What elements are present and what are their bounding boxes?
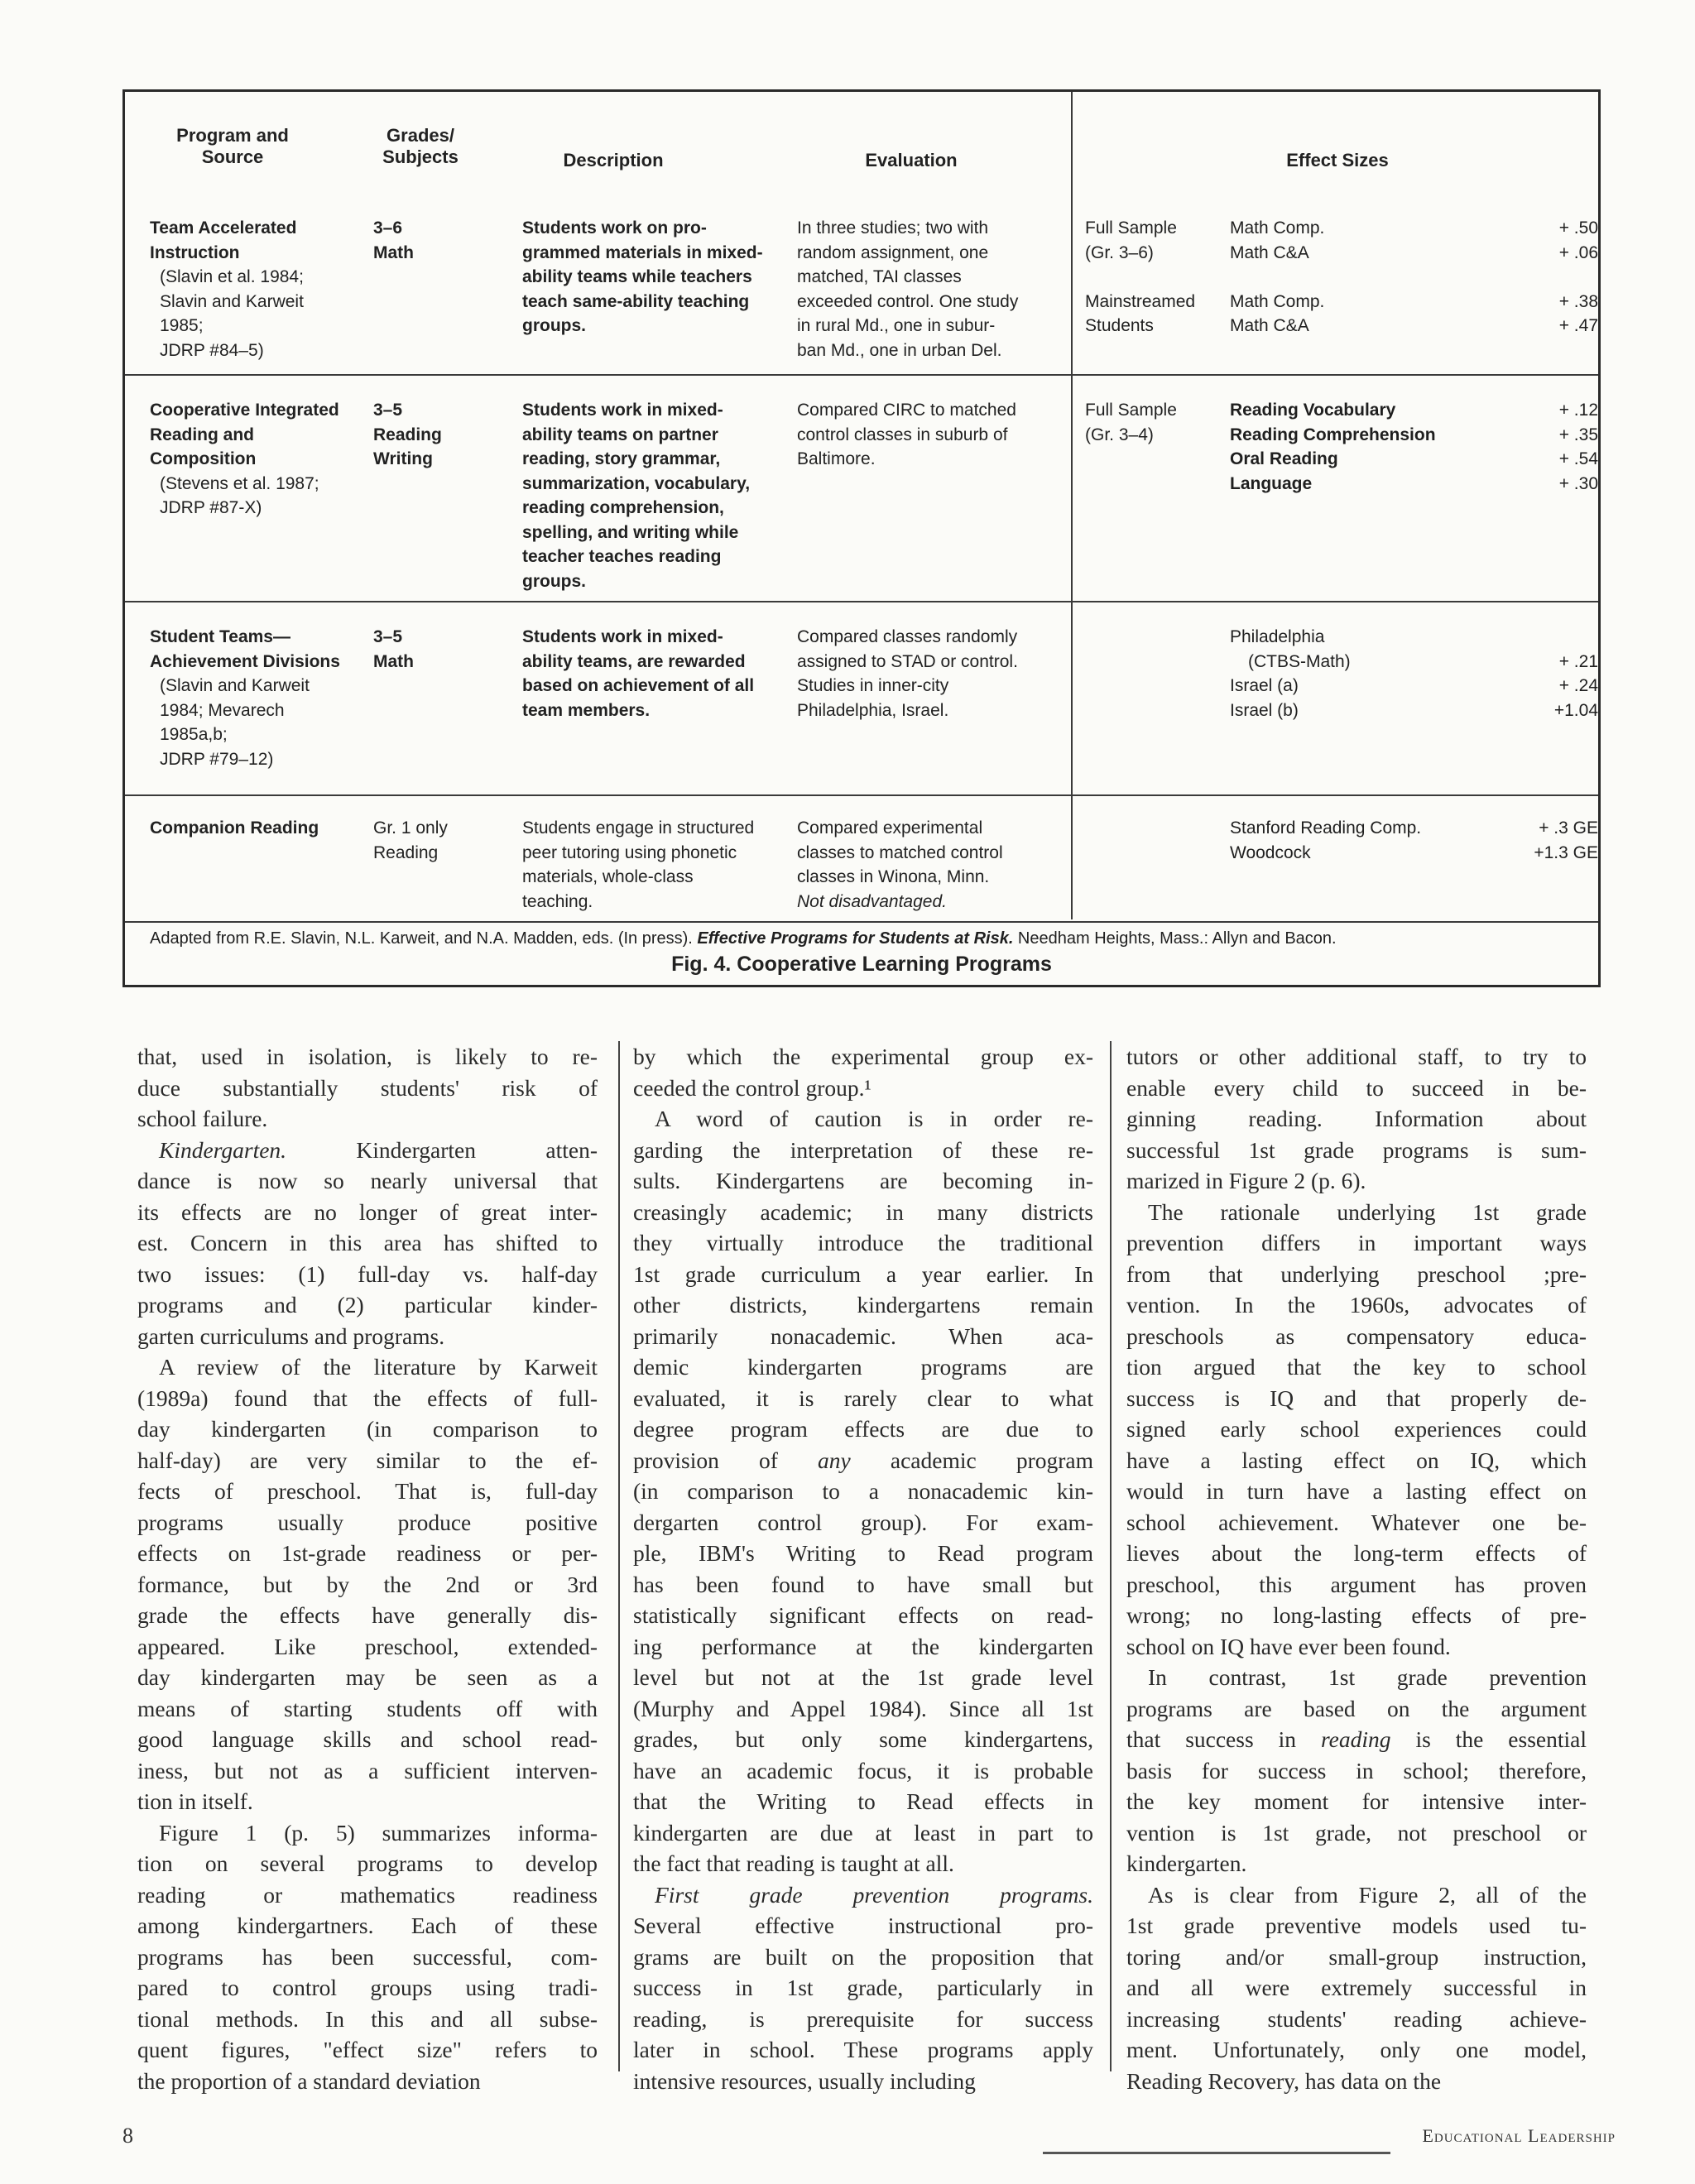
text-line: tion on several programs to develop — [137, 1850, 598, 1876]
column-rule — [618, 1041, 620, 2071]
figure-caption: Fig. 4. Cooperative Learning Programs — [671, 953, 1052, 976]
header-description: Description — [563, 150, 664, 170]
text-line: appeared. Like preschool, extended- — [137, 1633, 598, 1659]
cell-line: random assignment, one — [797, 242, 989, 262]
cell-line: groups. — [522, 571, 586, 591]
cell-line: assigned to STAD or control. — [797, 651, 1018, 671]
grades-cell — [373, 398, 506, 472]
text-line: reading, is prerequisite for success — [633, 2005, 1093, 2032]
text-line: Figure 1 (p. 5) summarizes informa- — [159, 1819, 598, 1846]
text-line: toring and/or small-group instruction, — [1126, 1943, 1587, 1970]
text-line: First grade prevention programs. — [655, 1881, 1093, 1908]
row-divider — [125, 601, 1598, 602]
cell-line: Compared experimental — [797, 818, 983, 838]
text-line: lieves about the long-term effects of — [1126, 1540, 1587, 1566]
cell-line: ability teams, are rewarded — [522, 651, 746, 671]
text-line: In contrast, 1st grade prevention — [1148, 1664, 1587, 1690]
text-line: primarily nonacademic. When aca- — [633, 1322, 1093, 1349]
text-line: pared to control groups using tradi- — [137, 1975, 598, 2000]
effect-measure: Stanford Reading Comp. — [1230, 818, 1422, 838]
text-column-2 — [633, 1041, 1093, 2096]
program-cell — [150, 625, 365, 771]
effect-measure: (CTBS-Math) — [1248, 651, 1351, 671]
effect-value: + .3 GE — [1539, 818, 1598, 838]
cell-line: Achievement Divisions — [150, 651, 340, 671]
cell-line: exceeded control. One study — [797, 291, 1019, 311]
text-line: kindergarten are due at least in part to — [633, 1819, 1093, 1846]
text-line: garding the interpretation of these re- — [633, 1136, 1093, 1163]
text-line: fects of preschool. That is, full-day — [137, 1478, 598, 1504]
text-line: ple, IBM's Writing to Read program — [633, 1540, 1093, 1566]
row-divider — [125, 374, 1598, 376]
text-line: school achievement. Whatever one be- — [1126, 1509, 1587, 1535]
cell-line: Students work in mixed- — [522, 401, 723, 420]
text-line: provision of any academic program — [633, 1447, 1093, 1473]
text-line: ceeded the control group.¹ — [633, 1074, 872, 1101]
description-cell — [522, 216, 787, 338]
text-line: the fact that reading is taught at all. — [633, 1850, 954, 1876]
grades-cell — [373, 816, 506, 865]
text-line: programs are based on the argument — [1126, 1695, 1587, 1721]
cell-line: reading, story grammar, — [522, 449, 721, 468]
text-line: the proportion of a standard deviation — [137, 2067, 481, 2094]
cell-line: materials, whole-class — [522, 867, 694, 886]
text-line: grade the effects have generally dis- — [137, 1602, 598, 1628]
text-column-1 — [137, 1041, 598, 2096]
text-line: dance is now so nearly universal that — [137, 1168, 598, 1193]
effect-sample: Full Sample — [1085, 401, 1177, 420]
cell-line: 1985a,b; — [160, 725, 228, 744]
text-line: day kindergarten (in comparison to — [137, 1416, 598, 1442]
effect-measure: Woodcock — [1230, 842, 1311, 862]
text-line: programs and (2) particular kinder- — [137, 1292, 598, 1318]
cell-line: Reading and — [150, 425, 255, 444]
cell-line: teaching. — [522, 891, 593, 911]
effect-measure: Math C&A — [1230, 242, 1309, 262]
text-line: tional methods. In this and all subse- — [137, 2005, 598, 2032]
column-rule — [1110, 1041, 1112, 2071]
cell-line: peer tutoring using phonetic — [522, 842, 737, 862]
cell-line: teach same-ability teaching — [522, 291, 750, 311]
effect-value: + .06 — [1558, 242, 1598, 262]
text-line: prevention differs in important ways — [1126, 1230, 1587, 1255]
grades-cell — [373, 625, 506, 674]
cell-line: Math — [373, 651, 414, 671]
text-line: programs usually produce positive — [137, 1509, 598, 1535]
text-line: later in school. These programs apply — [633, 2037, 1093, 2062]
text-line: grades, but only some kindergartens, — [633, 1726, 1093, 1752]
cell-line: Instruction — [150, 242, 240, 262]
credit-prefix: Adapted from R.E. Slavin, N.L. Karweit, and N.A. Madden, eds. (In press). — [150, 929, 698, 948]
evaluation-cell — [797, 625, 1062, 722]
effect-sample: Students — [1085, 316, 1154, 335]
effect-measure: Philadelphia — [1230, 627, 1325, 646]
cell-line: Gr. 1 only — [373, 818, 448, 838]
cell-line: Philadelphia, Israel. — [797, 700, 949, 720]
cell-line: ability teams on partner — [522, 425, 718, 444]
text-line: tion in itself. — [137, 1788, 253, 1814]
text-line: kindergarten. — [1126, 1850, 1247, 1876]
effect-value: +1.3 GE — [1534, 842, 1598, 862]
text-line: half-day) are very similar to the ef- — [137, 1447, 598, 1473]
text-line: A word of caution is in order re- — [655, 1106, 1093, 1131]
text-line: ment. Unfortunately, only one model, — [1126, 2037, 1587, 2062]
program-cell — [150, 816, 365, 841]
text-line: programs has been successful, com- — [137, 1943, 598, 1970]
effect-value: + .30 — [1558, 473, 1598, 493]
text-line: effects on 1st-grade readiness or per- — [137, 1540, 598, 1566]
text-line: preschool, this argument has proven — [1126, 1571, 1587, 1597]
header-grades: Grades/ Subjects — [382, 125, 459, 167]
effect-value: + .38 — [1558, 291, 1598, 311]
header-evaluation: Evaluation — [865, 150, 958, 170]
cell-line: grammed materials in mixed- — [522, 242, 763, 262]
cell-line: Slavin and Karweit — [160, 291, 304, 311]
effect-measure: Reading Vocabulary — [1230, 401, 1396, 420]
text-line: increasing students' reading achieve- — [1126, 2005, 1587, 2032]
text-line: As is clear from Figure 2, all of the — [1148, 1881, 1587, 1908]
cell-line: Students work on pro- — [522, 218, 707, 238]
header-program: Program and Source — [176, 125, 289, 167]
description-cell — [522, 625, 787, 722]
effect-measure: Math Comp. — [1230, 291, 1325, 311]
text-line: 1st grade preventive models used tu- — [1126, 1913, 1587, 1938]
header-effect-sizes: Effect Sizes — [1286, 150, 1389, 170]
text-line: duce substantially students' risk of — [137, 1074, 598, 1101]
effect-sample: Full Sample — [1085, 218, 1177, 238]
credit-suffix: Needham Heights, Mass.: Allyn and Bacon. — [1013, 929, 1337, 948]
text-line: degree program effects are due to — [633, 1416, 1093, 1442]
text-line: creasingly academic; in many districts — [633, 1198, 1093, 1225]
cell-line: Math — [373, 242, 414, 262]
evaluation-cell — [797, 816, 1062, 914]
effect-value: + .54 — [1558, 449, 1598, 468]
cell-line: In three studies; two with — [797, 218, 989, 238]
text-line: would in turn have a lasting effect on — [1126, 1478, 1587, 1504]
text-line: The rationale underlying 1st grade — [1148, 1198, 1587, 1225]
cell-line: Student Teams— — [150, 627, 291, 646]
text-line: school on IQ have ever been found. — [1126, 1633, 1451, 1659]
text-line: from that underlying preschool ;pre- — [1126, 1260, 1587, 1287]
cell-line: Students engage in structured — [522, 818, 755, 838]
text-line: successful 1st grade programs is sum- — [1126, 1136, 1587, 1163]
description-cell — [522, 816, 787, 914]
cell-line: 1984; Mevarech — [160, 700, 285, 720]
text-line: quent figures, "effect size" refers to — [137, 2037, 598, 2062]
text-line: A review of the literature by Karweit — [159, 1354, 598, 1380]
text-line: marized in Figure 2 (p. 6). — [1126, 1168, 1366, 1193]
text-line: formance, but by the 2nd or 3rd — [137, 1571, 598, 1597]
text-line: demic kindergarten programs are — [633, 1354, 1093, 1380]
cell-line: 3–6 — [373, 218, 403, 238]
cell-line: (Slavin and Karweit — [160, 676, 310, 695]
effect-sample: Mainstreamed — [1085, 291, 1196, 311]
text-line: its effects are no longer of great inter- — [137, 1198, 598, 1225]
effect-value: + .50 — [1558, 218, 1598, 238]
cell-line: Reading — [373, 425, 442, 444]
cell-line: JDRP #87-X) — [160, 498, 262, 517]
text-line: ing performance at the kindergarten — [633, 1633, 1093, 1659]
text-line: success is IQ and that properly de- — [1126, 1385, 1587, 1411]
evaluation-cell — [797, 398, 1062, 472]
effect-value: + .47 — [1558, 316, 1598, 335]
text-line: ginning reading. Information about — [1126, 1106, 1587, 1131]
text-line: statistically significant effects on read- — [633, 1602, 1093, 1628]
cell-line: groups. — [522, 316, 586, 335]
text-line: vention is 1st grade, not preschool or — [1126, 1819, 1587, 1846]
cell-line: JDRP #79–12) — [160, 749, 274, 769]
effect-value: + .21 — [1558, 651, 1598, 671]
journal-name: Educational Leadership — [1422, 2125, 1616, 2146]
text-line: (1989a) found that the effects of full- — [137, 1385, 598, 1411]
cell-line: Compared CIRC to matched — [797, 401, 1016, 420]
cell-line: Not disadvantaged. — [797, 891, 947, 911]
text-line: dergarten control group). For exam- — [633, 1509, 1093, 1535]
cell-line: based on achievement of all — [522, 676, 755, 695]
credit-title: Effective Programs for Students at Risk. — [697, 929, 1014, 948]
text-line: two issues: (1) full-day vs. half-day — [137, 1260, 598, 1287]
cell-line: Composition — [150, 449, 257, 468]
text-line: Several effective instructional pro- — [633, 1913, 1093, 1938]
cell-line: (Slavin et al. 1984; — [160, 267, 304, 286]
cell-line: ban Md., one in urban Del. — [797, 340, 1002, 360]
cell-line: summarization, vocabulary, — [522, 473, 751, 493]
evaluation-cell — [797, 216, 1062, 362]
text-line: day kindergarten may be seen as a — [137, 1664, 598, 1690]
text-line: among kindergartners. Each of these — [137, 1913, 598, 1938]
text-line: intensive resources, usually including — [633, 2067, 976, 2094]
text-line: (Murphy and Appel 1984). Since all 1st — [633, 1695, 1093, 1721]
text-line: that, used in isolation, is likely to re- — [137, 1044, 598, 1069]
text-line: est. Concern in this area has shifted to — [137, 1230, 598, 1255]
text-line: preschools as compensatory educa- — [1126, 1322, 1587, 1349]
grades-cell — [373, 216, 506, 265]
effect-value: + .12 — [1558, 401, 1598, 420]
text-line: enable every child to succeed in be- — [1126, 1074, 1587, 1101]
text-line: reading or mathematics readiness — [137, 1881, 598, 1908]
cell-line: classes to matched control — [797, 842, 1003, 862]
cell-line: 3–5 — [373, 627, 403, 646]
figure-table — [122, 89, 1601, 987]
text-line: vention. In the 1960s, advocates of — [1126, 1292, 1587, 1318]
text-line: tion argued that the key to school — [1126, 1354, 1587, 1380]
text-line: level but not at the 1st grade level — [633, 1664, 1093, 1690]
cell-line: Students work in mixed- — [522, 627, 723, 646]
text-line: the key moment for intensive inter- — [1126, 1788, 1587, 1814]
cell-line: 3–5 — [373, 401, 403, 420]
row-divider — [125, 794, 1598, 796]
effect-measure: Math Comp. — [1230, 218, 1325, 238]
bottom-rule — [1043, 2152, 1390, 2154]
effect-measure: Reading Comprehension — [1230, 425, 1436, 444]
cell-line: ability teams while teachers — [522, 267, 752, 286]
text-column-3 — [1126, 1041, 1587, 2096]
cell-line: Reading — [373, 842, 439, 862]
text-line: means of starting students off with — [137, 1695, 598, 1721]
cell-line: Baltimore. — [797, 449, 876, 468]
effect-value: + .24 — [1558, 676, 1598, 695]
text-line: iness, but not as a sufficient interven- — [137, 1757, 598, 1783]
effect-measure: Oral Reading — [1230, 449, 1338, 468]
cell-line: Studies in inner-city — [797, 676, 949, 695]
text-line: that the Writing to Read effects in — [633, 1788, 1093, 1814]
cell-line: spelling, and writing while — [522, 522, 739, 542]
text-line: school failure. — [137, 1106, 268, 1131]
cell-line: Team Accelerated — [150, 218, 297, 238]
text-line: 1st grade curriculum a year earlier. In — [633, 1260, 1093, 1287]
cell-line: Companion Reading — [150, 818, 319, 838]
text-line: (in comparison to a nonacademic kin- — [633, 1478, 1093, 1504]
text-line: have an academic focus, it is probable — [633, 1757, 1093, 1783]
cell-line: (Stevens et al. 1987; — [160, 473, 319, 493]
effect-measure: Israel (a) — [1230, 676, 1299, 695]
effect-sample: (Gr. 3–6) — [1085, 242, 1154, 262]
text-line: they virtually introduce the traditional — [633, 1230, 1093, 1255]
text-line: Kindergarten. Kindergarten atten- — [159, 1136, 598, 1163]
effect-value: +1.04 — [1553, 700, 1598, 720]
cell-line: Compared classes randomly — [797, 627, 1018, 646]
cell-line: Cooperative Integrated — [150, 401, 339, 420]
figure-credit — [150, 928, 1578, 949]
effect-measure: Israel (b) — [1230, 700, 1299, 720]
cell-line: reading comprehension, — [522, 498, 724, 517]
row-divider — [125, 921, 1598, 923]
program-cell — [150, 398, 365, 521]
program-cell — [150, 216, 365, 362]
text-line: success in 1st grade, particularly in — [633, 1975, 1093, 2000]
text-line: Reading Recovery, has data on the — [1126, 2067, 1442, 2094]
text-line: have a lasting effect on IQ, which — [1126, 1447, 1587, 1473]
text-line: that success in reading is the essential — [1126, 1726, 1587, 1752]
text-line: has been found to have small but — [633, 1571, 1093, 1597]
text-line: grams are built on the proposition that — [633, 1943, 1093, 1970]
effect-measure: Language — [1230, 473, 1313, 493]
effect-sample: (Gr. 3–4) — [1085, 425, 1154, 444]
cell-line: Writing — [373, 449, 433, 468]
text-line: garten curriculums and programs. — [137, 1322, 445, 1349]
cell-line: control classes in suburb of — [797, 425, 1008, 444]
cell-line: in rural Md., one in subur- — [797, 316, 996, 335]
text-line: signed early school experiences could — [1126, 1416, 1587, 1442]
description-cell — [522, 398, 787, 593]
cell-line: teacher teaches reading — [522, 547, 722, 566]
text-line: sults. Kindergartens are becoming in- — [633, 1168, 1093, 1193]
text-line: evaluated, it is rarely clear to what — [633, 1385, 1093, 1411]
cell-line: classes in Winona, Minn. — [797, 867, 990, 886]
page-number: 8 — [122, 2124, 133, 2148]
cell-line: matched, TAI classes — [797, 267, 962, 286]
text-line: wrong; no long-lasting effects of pre- — [1126, 1602, 1587, 1628]
text-line: basis for success in school; therefore, — [1126, 1757, 1587, 1783]
text-line: tutors or other additional staff, to try to — [1126, 1044, 1587, 1069]
text-line: good language skills and school read- — [137, 1726, 598, 1752]
text-line: by which the experimental group ex- — [633, 1044, 1093, 1069]
effect-value: + .35 — [1558, 425, 1598, 444]
cell-line: team members. — [522, 700, 651, 720]
cell-line: JDRP #84–5) — [160, 340, 264, 360]
cell-line: 1985; — [160, 316, 204, 335]
effect-measure: Math C&A — [1230, 316, 1309, 335]
text-line: and all were extremely successful in — [1126, 1975, 1587, 2000]
text-line: other districts, kindergartens remain — [633, 1292, 1093, 1318]
